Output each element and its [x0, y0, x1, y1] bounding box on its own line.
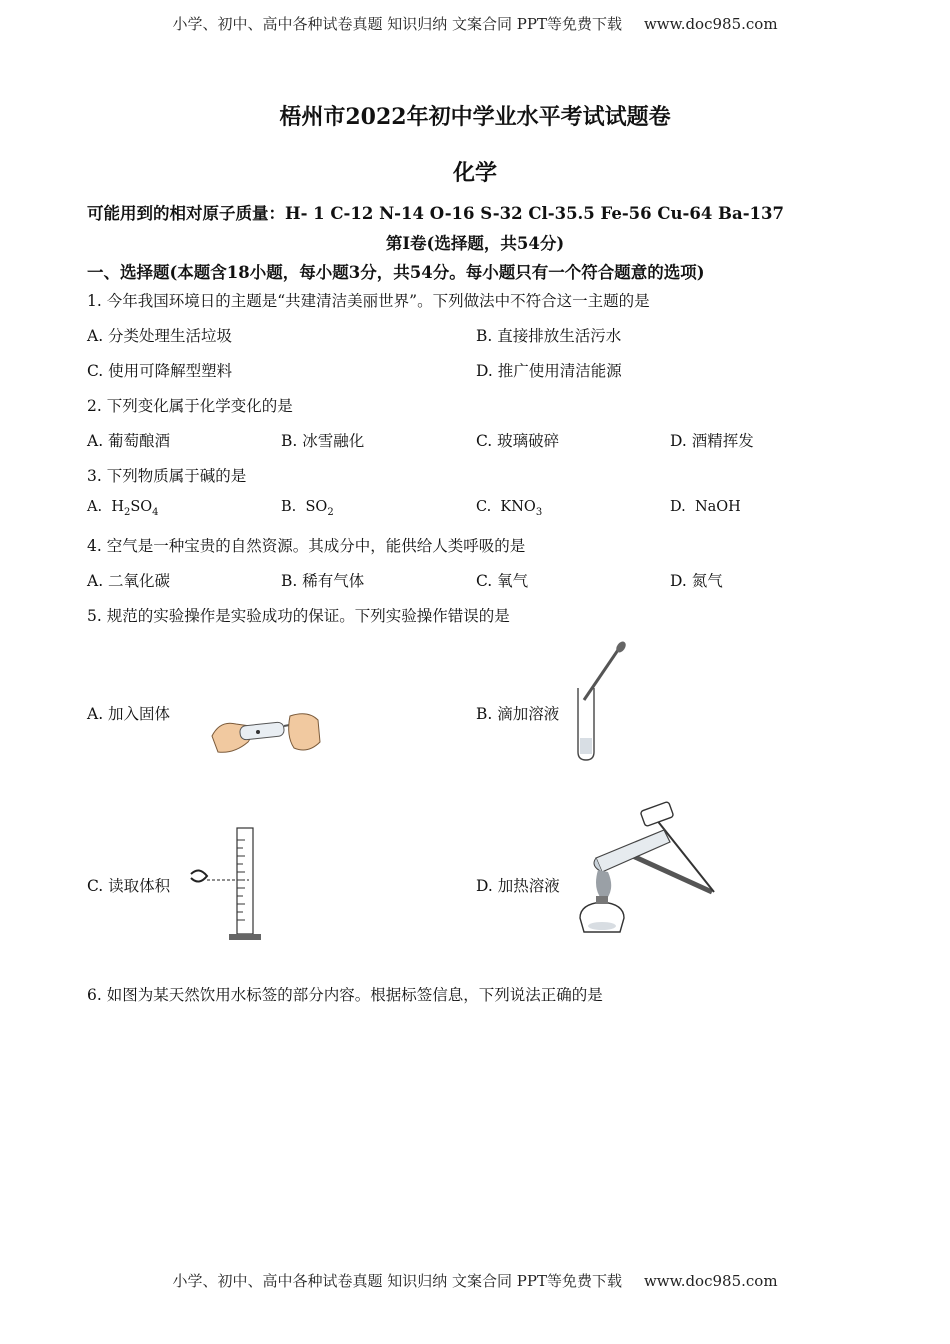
footer-text: 小学、初中、高中各种试卷真题 知识归纳 文案合同 PPT等免费下载 [172, 1272, 622, 1290]
q1-option-a[interactable]: A. 分类处理生活垃圾 [87, 327, 233, 345]
section-title: 一、选择题(本题含18小题，每小题3分，共54分。每小题只有一个符合题意的选项) [87, 263, 705, 282]
q2-option-c[interactable]: C. 玻璃破碎 [476, 432, 560, 450]
q4-option-b[interactable]: B. 稀有气体 [281, 572, 365, 590]
q5-b-dropper-illustration [572, 640, 632, 765]
subject-title: 化学 [452, 160, 497, 186]
q2-option-a[interactable]: A. 葡萄酿酒 [87, 432, 171, 450]
question-1-stem: 1. 今年我国环境日的主题是“共建清洁美丽世界”。下列做法中不符合这一主题的是 [87, 292, 650, 310]
q1-option-d[interactable]: D. 推广使用清洁能源 [476, 362, 622, 380]
q2-option-d[interactable]: D. 酒精挥发 [670, 432, 754, 450]
q5-a-add-solid-illustration [210, 706, 322, 762]
q5-c-graduated-cylinder-illustration [185, 826, 275, 944]
q5-option-a[interactable]: A. 加入固体 [87, 705, 171, 723]
question-6-stem: 6. 如图为某天然饮用水标签的部分内容。根据标签信息，下列说法正确的是 [87, 986, 603, 1004]
q5-option-b[interactable]: B. 滴加溶液 [476, 705, 560, 723]
q3-option-b[interactable]: B. $SO_2$ [281, 499, 334, 518]
q3-option-a[interactable]: A. $H_2SO_4$ [87, 499, 159, 518]
q1-option-c[interactable]: C. 使用可降解型塑料 [87, 362, 233, 380]
page-footer [0, 1270, 950, 1291]
question-3-stem: 3. 下列物质属于碱的是 [87, 467, 247, 485]
question-2-stem: 2. 下列变化属于化学变化的是 [87, 397, 293, 415]
q3-option-d[interactable]: D. NaOH [670, 499, 741, 515]
q1-option-b[interactable]: B. 直接排放生活污水 [476, 327, 622, 345]
q4-option-c[interactable]: C. 氧气 [476, 572, 529, 590]
question-4-stem: 4. 空气是一种宝贵的自然资源。其成分中，能供给人类呼吸的是 [87, 537, 526, 555]
volume-title: 第Ⅰ卷(选择题，共54分) [385, 234, 565, 253]
q2-option-b[interactable]: B. 冰雪融化 [281, 432, 365, 450]
q5-option-d[interactable]: D. 加热溶液 [476, 877, 560, 895]
q5-option-c[interactable]: C. 读取体积 [87, 877, 171, 895]
header-site-link[interactable]: www.doc985.com [643, 15, 778, 33]
atomic-masses: 可能用到的相对原子质量：H- 1 C-12 N-14 O-16 S-32 Cl-35.5 Fe-56 Cu-64 Ba-137 [87, 204, 784, 223]
page-title: 梧州市2022年初中学业水平考试试题卷 [279, 104, 671, 130]
q4-option-d[interactable]: D. 氮气 [670, 572, 723, 590]
page-header [0, 13, 950, 34]
question-5-stem: 5. 规范的实验操作是实验成功的保证。下列实验操作错误的是 [87, 607, 510, 625]
q4-option-a[interactable]: A. 二氧化碳 [87, 572, 171, 590]
header-text: 小学、初中、高中各种试卷真题 知识归纳 文案合同 PPT等免费下载 [172, 15, 622, 33]
footer-site-link[interactable]: www.doc985.com [643, 1272, 778, 1290]
q3-option-c[interactable]: C. $KNO_3$ [476, 499, 543, 518]
q5-d-heating-illustration [572, 800, 722, 945]
